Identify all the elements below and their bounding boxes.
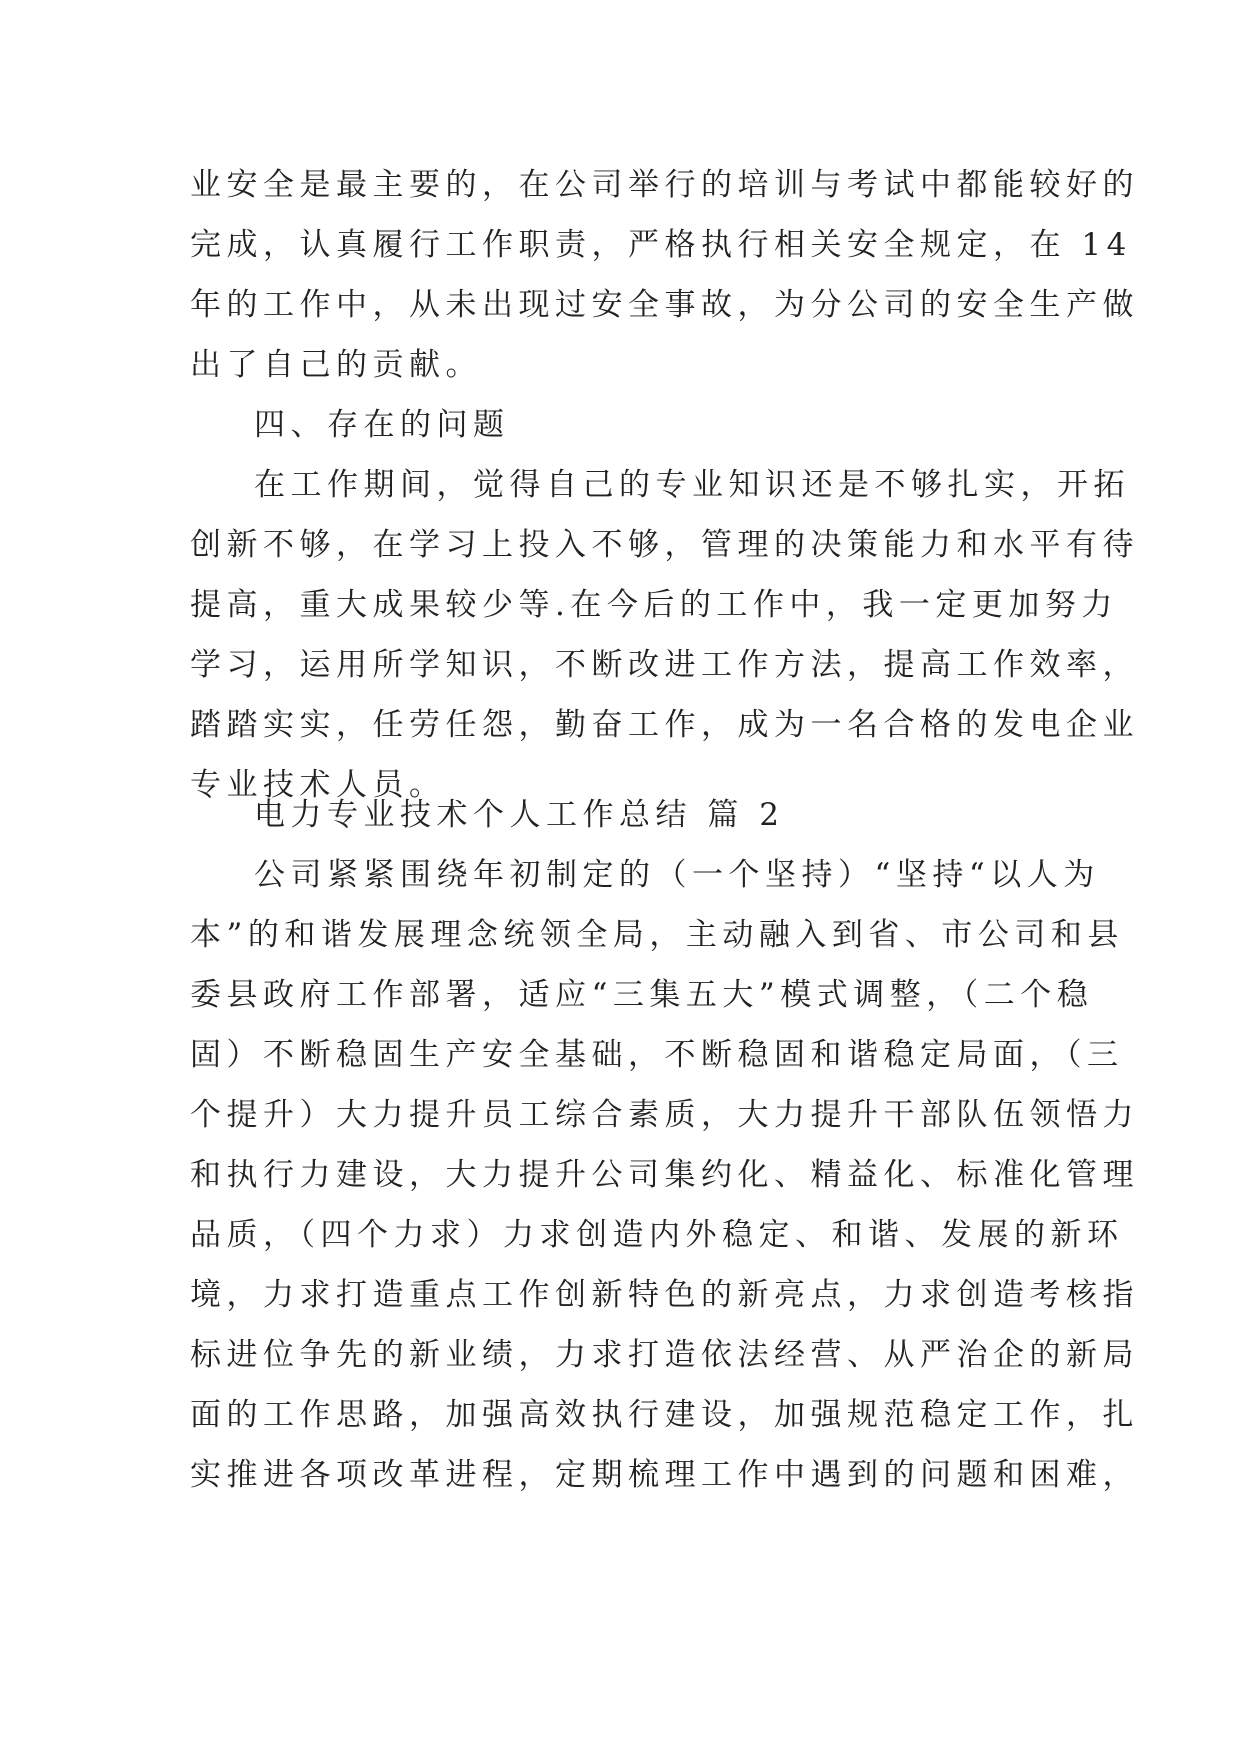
paragraph-line: 和执行力建设，大力提升公司集约化、精益化、标准化管理 [190,1157,1139,1193]
paragraph-line: 完成，认真履行工作职责，严格执行相关安全规定，在 14 [190,227,1132,263]
text-block-lower [190,785,1139,1505]
paragraph-line: 本”的和谐发展理念统领全局，主动融入到省、市公司和县 [190,917,1124,953]
paragraph-line: 出了自己的贡献。 [190,347,482,383]
paragraph-line: 固）不断稳固生产安全基础，不断稳固和谐稳定局面，（三 [190,1037,1124,1073]
paragraph-line: 委县政府工作部署，适应“三集五大”模式调整，（二个稳 [190,977,1094,1013]
paragraph-line: 公司紧紧围绕年初制定的（一个坚持）“坚持“以人为 [254,857,1100,893]
paragraph-line: 年的工作中，从未出现过安全事故，为分公司的安全生产做 [190,287,1139,323]
text-block-upper [190,155,1139,815]
paragraph-line: 踏踏实实，任劳任怨，勤奋工作，成为一名合格的发电企业 [190,707,1139,743]
paragraph-line: 个提升）大力提升员工综合素质，大力提升干部队伍领悟力 [190,1097,1139,1133]
paragraph-line: 标进位争先的新业绩，力求打造依法经营、从严治企的新局 [190,1337,1139,1373]
paragraph-line: 创新不够，在学习上投入不够，管理的决策能力和水平有待 [190,527,1139,563]
paragraph-line: 品质，（四个力求）力求创造内外稳定、和谐、发展的新环 [190,1217,1124,1253]
paragraph-line: 境，力求打造重点工作创新特色的新亮点，力求创造考核指 [190,1277,1139,1313]
paragraph-line: 提高，重大成果较少等.在今后的工作中，我一定更加努力 [190,587,1118,623]
paragraph-line: 业安全是最主要的，在公司举行的培训与考试中都能较好的 [190,167,1139,203]
paragraph-line: 实推进各项改革进程，定期梳理工作中遇到的问题和困难， [190,1457,1139,1493]
paragraph-line: 在工作期间，觉得自己的专业知识还是不够扎实，开拓 [254,467,1130,503]
paragraph-line: 学习，运用所学知识，不断改进工作方法，提高工作效率， [190,647,1139,683]
article-title: 电力专业技术个人工作总结 篇 2 [254,797,785,833]
paragraph-line: 专业技术人员。 [190,767,446,803]
section-heading: 四、存在的问题 [254,407,510,443]
paragraph-line: 面的工作思路，加强高效执行建设，加强规范稳定工作，扎 [190,1397,1139,1433]
